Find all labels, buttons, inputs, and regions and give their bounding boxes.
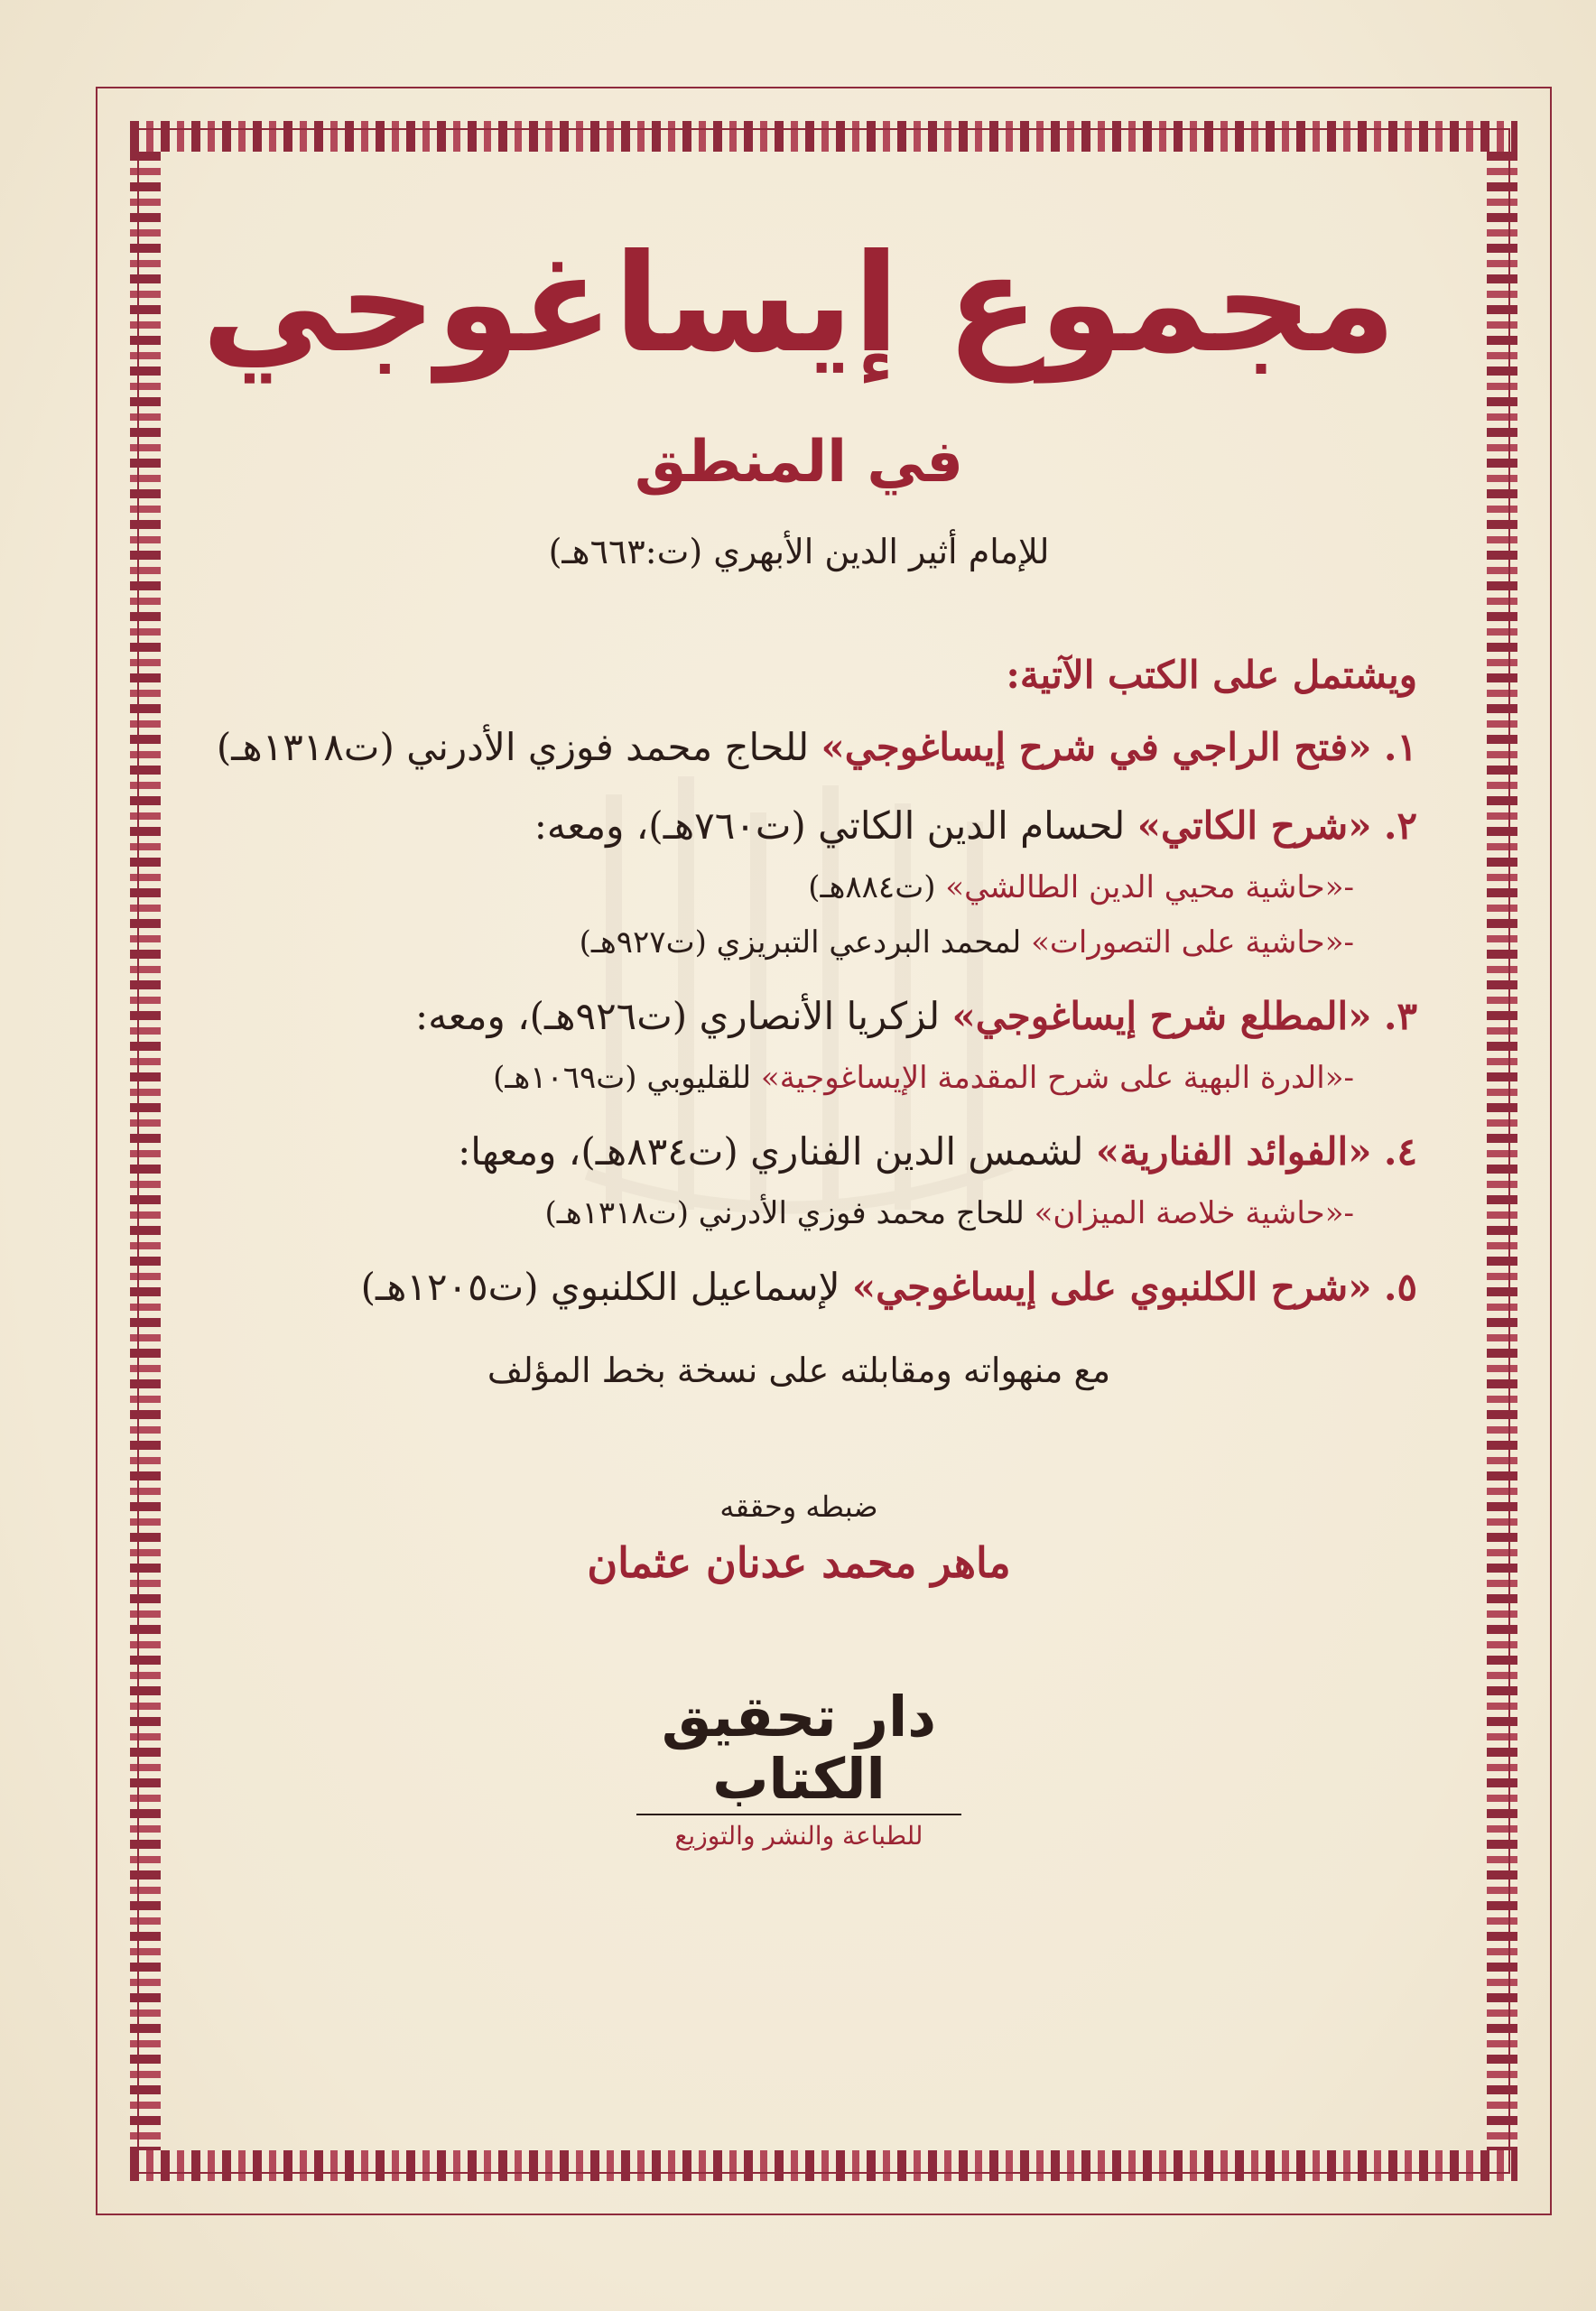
book-title: مجموع إيساغوجي — [201, 226, 1396, 383]
subitem-author: (ت٨٨٤هـ) — [808, 868, 936, 905]
subitem-author: لمحمد البردعي التبريزي (ت٩٢٧هـ) — [579, 923, 1022, 961]
subitem-author: للحاج محمد فوزي الأدرني (ت١٣١٨هـ) — [544, 1194, 1025, 1231]
list-subitem — [181, 1055, 1354, 1101]
list-item — [181, 1260, 1417, 1315]
contents-list — [181, 720, 1417, 1314]
subitem-title: -«حاشية خلاصة الميزان» — [1034, 1194, 1354, 1231]
item-title: «الفوائد الفنارية» — [1095, 1128, 1372, 1174]
publisher-name: دار تحقيق الكتاب — [661, 1684, 937, 1812]
item-author: لزكريا الأنصاري (ت٩٢٦هـ)، ومعه: — [415, 993, 941, 1038]
item-number: ٢. — [1383, 803, 1417, 848]
subitem-title: -«حاشية محيي الدين الطالشي» — [945, 868, 1354, 905]
item-author: لحسام الدين الكاتي (ت٧٦٠هـ)، ومعه: — [534, 803, 1126, 848]
item-author: للحاج محمد فوزي الأدرني (ت١٣١٨هـ) — [216, 725, 810, 769]
editor-label: ضبطه وحققه — [719, 1490, 878, 1525]
list-item — [181, 799, 1417, 854]
list-item — [181, 720, 1417, 775]
publisher-logo — [636, 1686, 961, 1850]
item-title: «شرح الكلنبوي على إيساغوجي» — [851, 1264, 1372, 1309]
item-author: لشمس الدين الفناري (ت٨٣٤هـ)، ومعها: — [458, 1128, 1084, 1174]
item-author: لإسماعيل الكلنبوي (ت١٢٠٥هـ) — [360, 1264, 840, 1309]
page-content — [181, 199, 1417, 2130]
item-number: ٣. — [1383, 993, 1417, 1038]
subitem-author: للقليوبي (ت١٠٦٩هـ) — [493, 1059, 752, 1096]
list-subitem — [181, 920, 1354, 966]
item-title: «شرح الكاتي» — [1137, 803, 1372, 848]
subitem-title: -«حاشية على التصورات» — [1031, 923, 1354, 961]
book-author: للإمام أثير الدين الأبهري (ت:٦٦٣هـ) — [548, 532, 1050, 571]
manuscript-note: مع منهواته ومقابلته على نسخة بخط المؤلف — [487, 1350, 1111, 1391]
list-subitem — [181, 865, 1354, 911]
item-title: «المطلع شرح إيساغوجي» — [951, 993, 1372, 1038]
item-number: ٤. — [1383, 1128, 1417, 1174]
editor-name: ماهر محمد عدنان عثمان — [587, 1538, 1011, 1588]
item-number: ٥. — [1383, 1264, 1417, 1309]
list-item — [181, 1125, 1417, 1180]
item-number: ١. — [1383, 725, 1417, 769]
subitem-title: -«الدرة البهية على شرح المقدمة الإيساغوجية» — [760, 1059, 1354, 1096]
contents-heading: ويشتمل على الكتب الآتية: — [1006, 653, 1417, 697]
list-subitem — [181, 1191, 1354, 1237]
book-subtitle: في المنطق — [635, 429, 963, 496]
item-title: «فتح الراجي في شرح إيساغوجي» — [821, 725, 1372, 769]
list-item — [181, 989, 1417, 1044]
publisher-tagline: للطباعة والنشر والتوزيع — [636, 1814, 961, 1851]
